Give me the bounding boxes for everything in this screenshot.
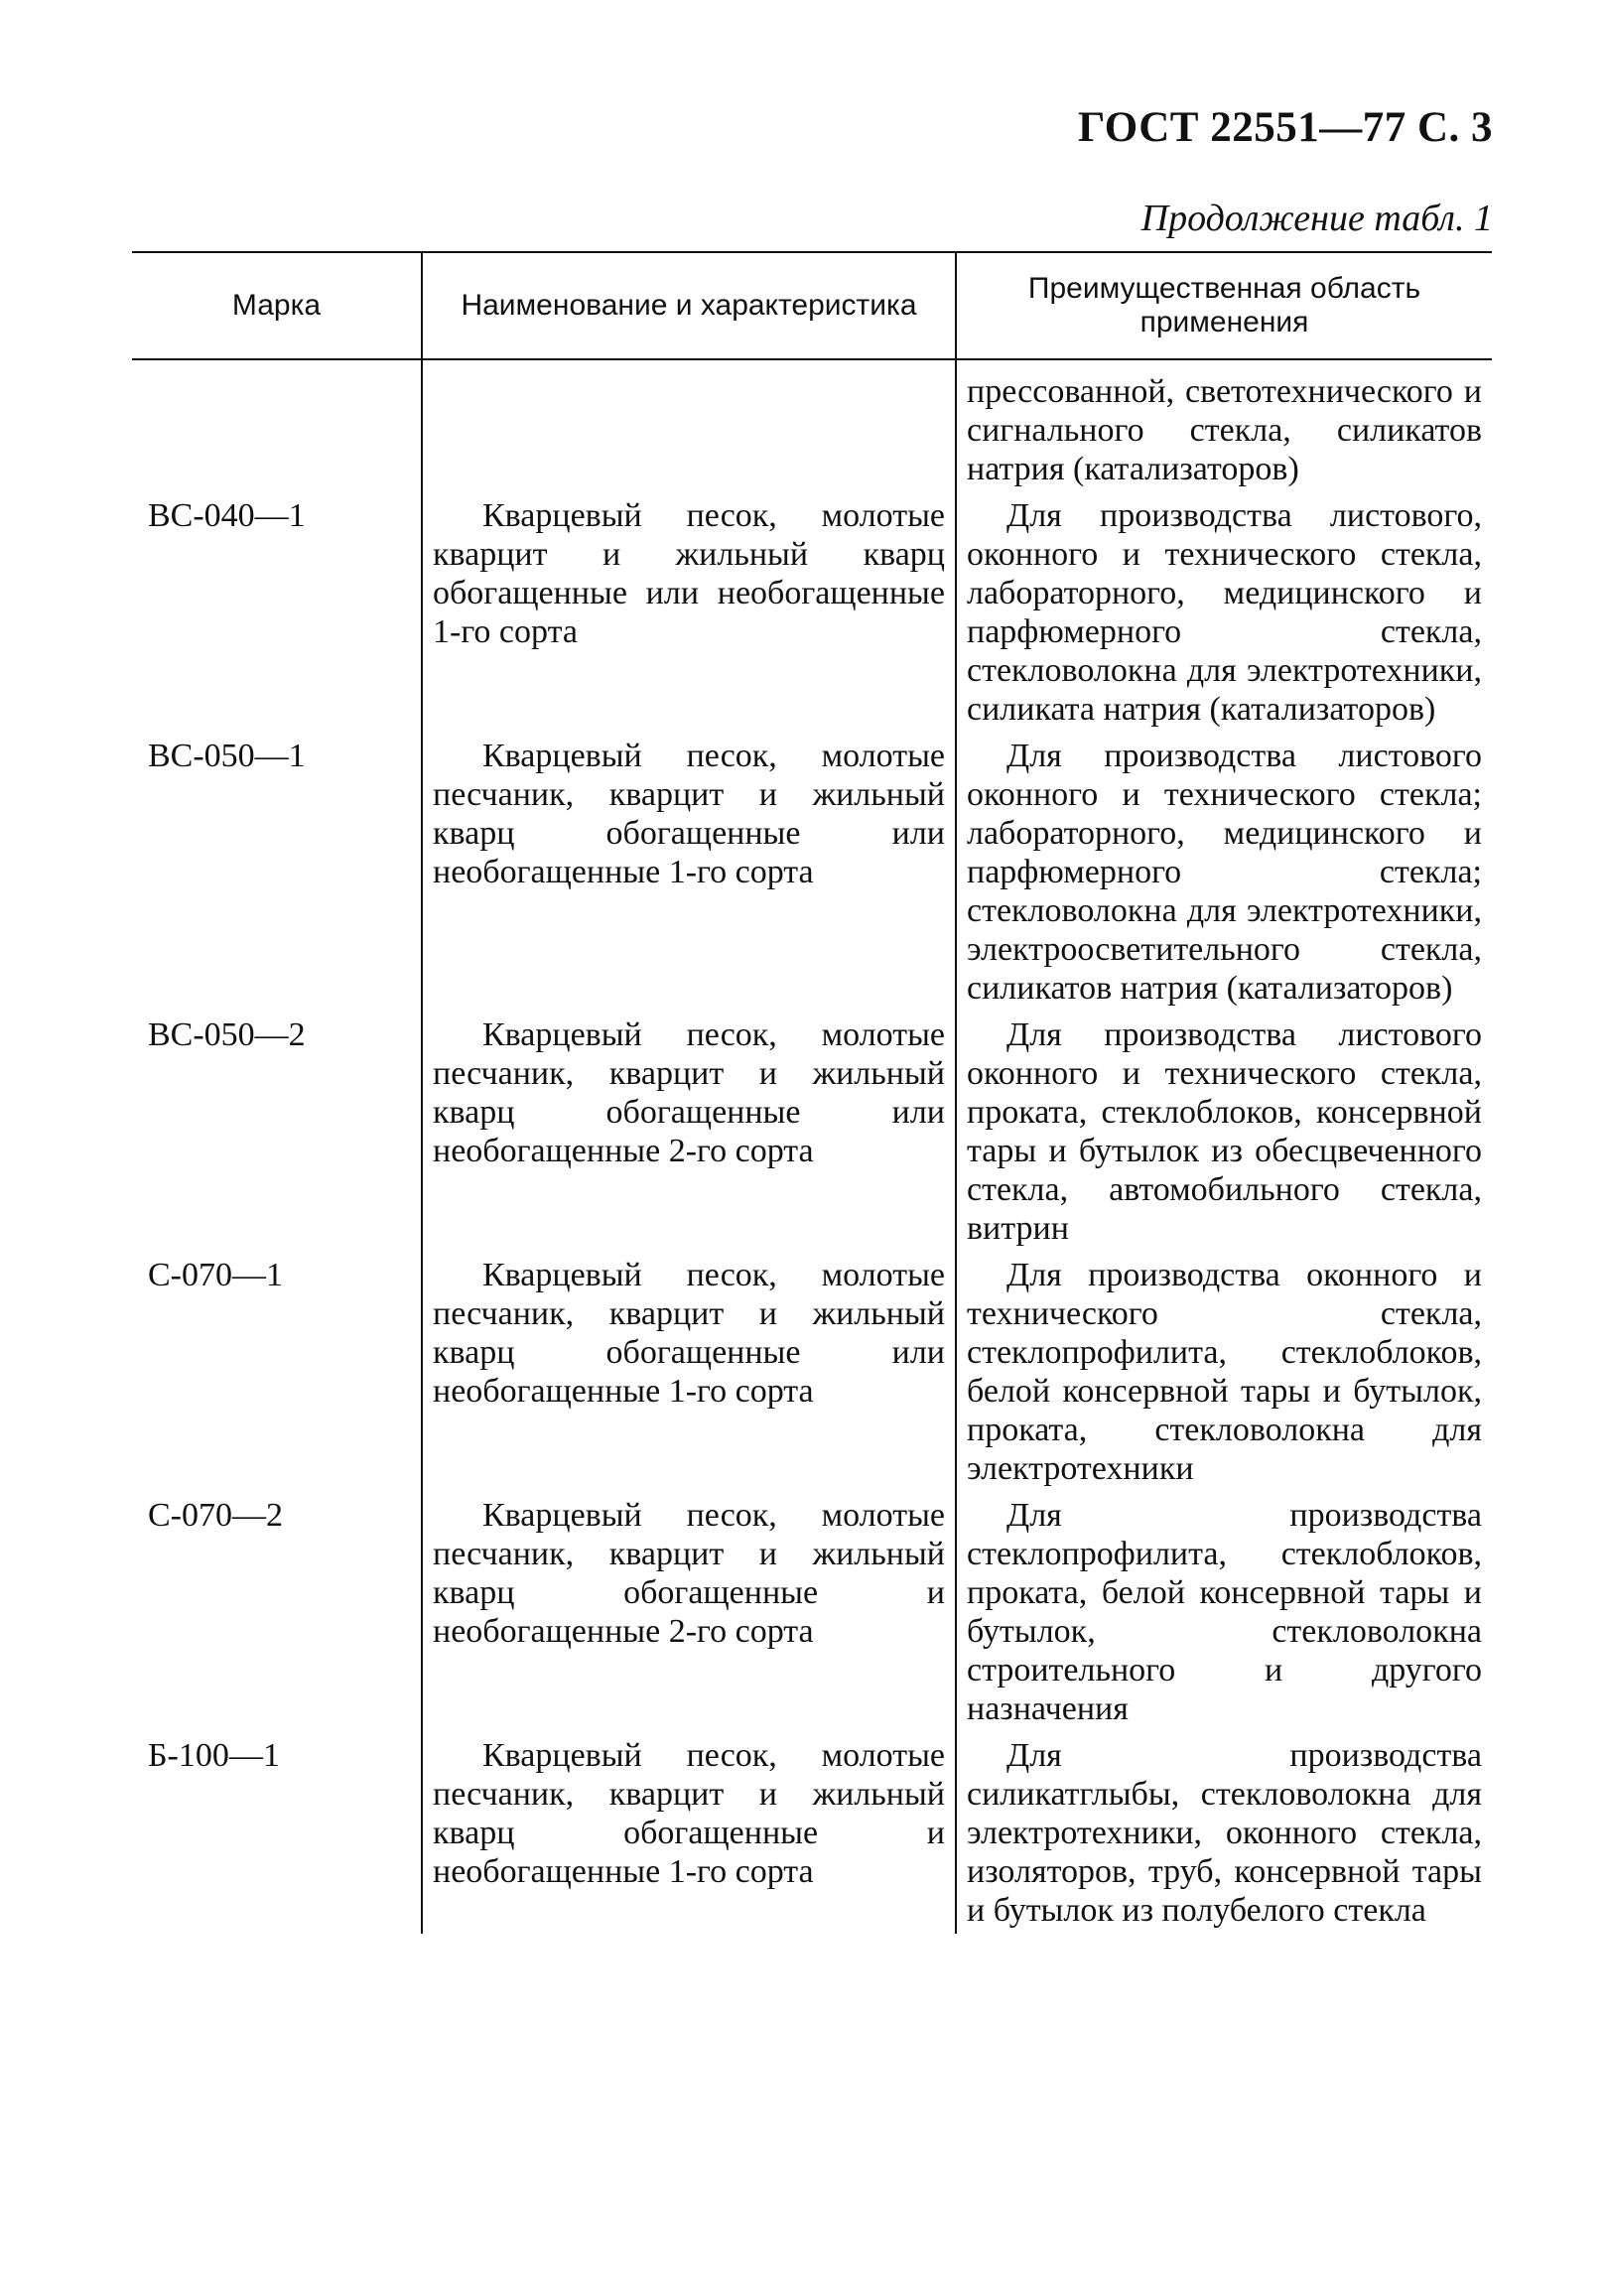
mark-cell: ВС-050—1 [148,738,306,774]
page-header: ГОСТ 22551—77 С. 3 [1077,104,1493,151]
table-row [132,496,1492,737]
application-cell: прессованной, светотехнического и сигнального стекла, силикатов натрия (катализаторов) [956,359,1492,496]
application-cell: Для производства листового, оконного и технического стекла, лабораторного, медицинского и парфюмерного стекла, стекловолокна для электротехники, силиката натрия (катализаторов) [956,496,1492,737]
description-cell: Кварцевый песок, молотые песчаник, кварцит и жильный кварц обогащенные или необогащенные 2-го сорта [422,1015,956,1256]
table-caption: Продолжение табл. 1 [1140,198,1493,239]
column-header-application: Преимущественная область применения [956,252,1492,359]
table-header-row [132,252,1492,359]
table-row [132,1015,1492,1256]
table-row [132,359,1492,496]
application-cell: Для производства стеклопрофилита, стеклоблоков, проката, белой консервной тары и бутылок, стекловолокна строительного и другого назначения [956,1496,1492,1736]
mark-cell: С-070—2 [148,1497,283,1534]
mark-cell: ВС-040—1 [148,497,306,534]
description-cell [422,359,956,496]
description-cell: Кварцевый песок, молотые песчаник, кварцит и жильный кварц обогащенные и необогащенные 1-го сорта [422,1736,956,1934]
application-cell: Для производства силикатглыбы, стекловолокна для электротехники, оконного стекла, изоляторов, труб, консервной тары и бутылок из полубелого стекла [956,1736,1492,1934]
table-row [132,1496,1492,1736]
column-header-description: Наименование и характеристика [422,252,956,359]
grades-table [132,251,1492,1934]
description-cell: Кварцевый песок, молотые кварцит и жильный кварц обогащенные или необогащенные 1-го сорта [422,496,956,737]
column-header-mark: Марка [132,252,422,359]
table-container [132,251,1492,1934]
table-row [132,737,1492,1015]
mark-cell: Б-100—1 [148,1737,280,1774]
mark-cell: ВС-050—2 [148,1016,306,1053]
description-cell: Кварцевый песок, молотые песчаник, кварцит и жильный кварц обогащенные или необогащенные 1-го сорта [422,737,956,1015]
table-row [132,1256,1492,1496]
application-cell: Для производства листового оконного и технического стекла; лабораторного, медицинского и парфюмерного стекла; стекловолокна для электротехники, электроосветительного стекла, силикатов натрия (катализаторов) [956,737,1492,1015]
description-cell: Кварцевый песок, молотые песчаник, кварцит и жильный кварц обогащенные или необогащенные 1-го сорта [422,1256,956,1496]
description-cell: Кварцевый песок, молотые песчаник, кварцит и жильный кварц обогащенные и необогащенные 2-го сорта [422,1496,956,1736]
application-cell: Для производства оконного и технического стекла, стеклопрофилита, стеклоблоков, белой консервной тары и бутылок, проката, стекловолокна для электротехники [956,1256,1492,1496]
mark-cell [132,359,422,496]
application-cell: Для производства листового оконного и технического стекла, проката, стеклоблоков, консервной тары и бутылок из обесцвеченного стекла, автомобильного стекла, витрин [956,1015,1492,1256]
mark-cell: С-070—1 [148,1257,283,1293]
table-row [132,1736,1492,1934]
